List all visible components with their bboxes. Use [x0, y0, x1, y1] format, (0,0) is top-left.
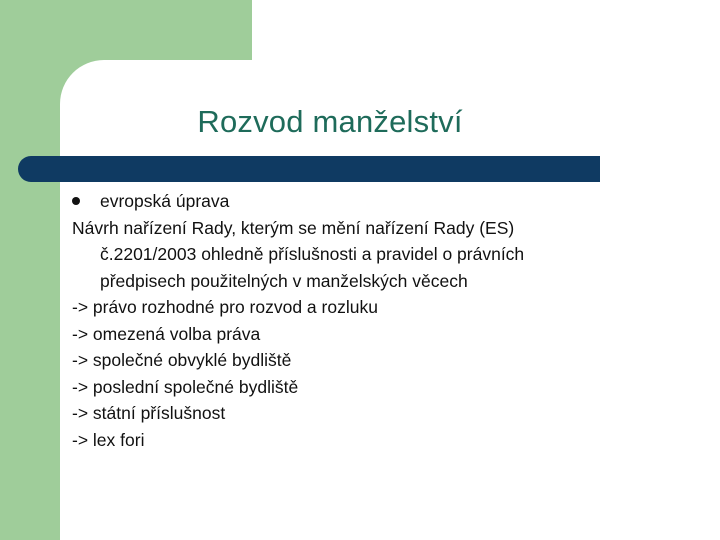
arrow-item: -> poslední společné bydliště	[72, 376, 299, 397]
arrow-item: -> lex fori	[72, 429, 145, 450]
arrow-item: -> omezená volba práva	[72, 323, 261, 344]
arrow-item: -> společné obvyklé bydliště	[72, 350, 292, 370]
bullet-text: evropská úprava	[100, 191, 230, 211]
arrow-item: -> právo rozhodné pro rozvod a rozluku	[72, 297, 378, 317]
paragraph-line: č.2201/2003 ohledně příslušnosti a pravidel o právních	[100, 244, 525, 264]
bullet-dot-icon	[72, 197, 80, 205]
arrow-item: -> státní příslušnost	[72, 403, 226, 423]
proposal-paragraph	[72, 215, 602, 295]
paragraph-line: Návrh nařízení Rady, kterým se mění nařízení Rady (ES)	[72, 217, 515, 238]
slide-title: Rozvod manželství	[197, 104, 463, 139]
paragraph-line: předpisech použitelných v manželských věcech	[100, 270, 468, 291]
bullet-item	[72, 188, 602, 215]
slide-body	[72, 188, 602, 453]
title-underline-bar	[18, 156, 600, 182]
